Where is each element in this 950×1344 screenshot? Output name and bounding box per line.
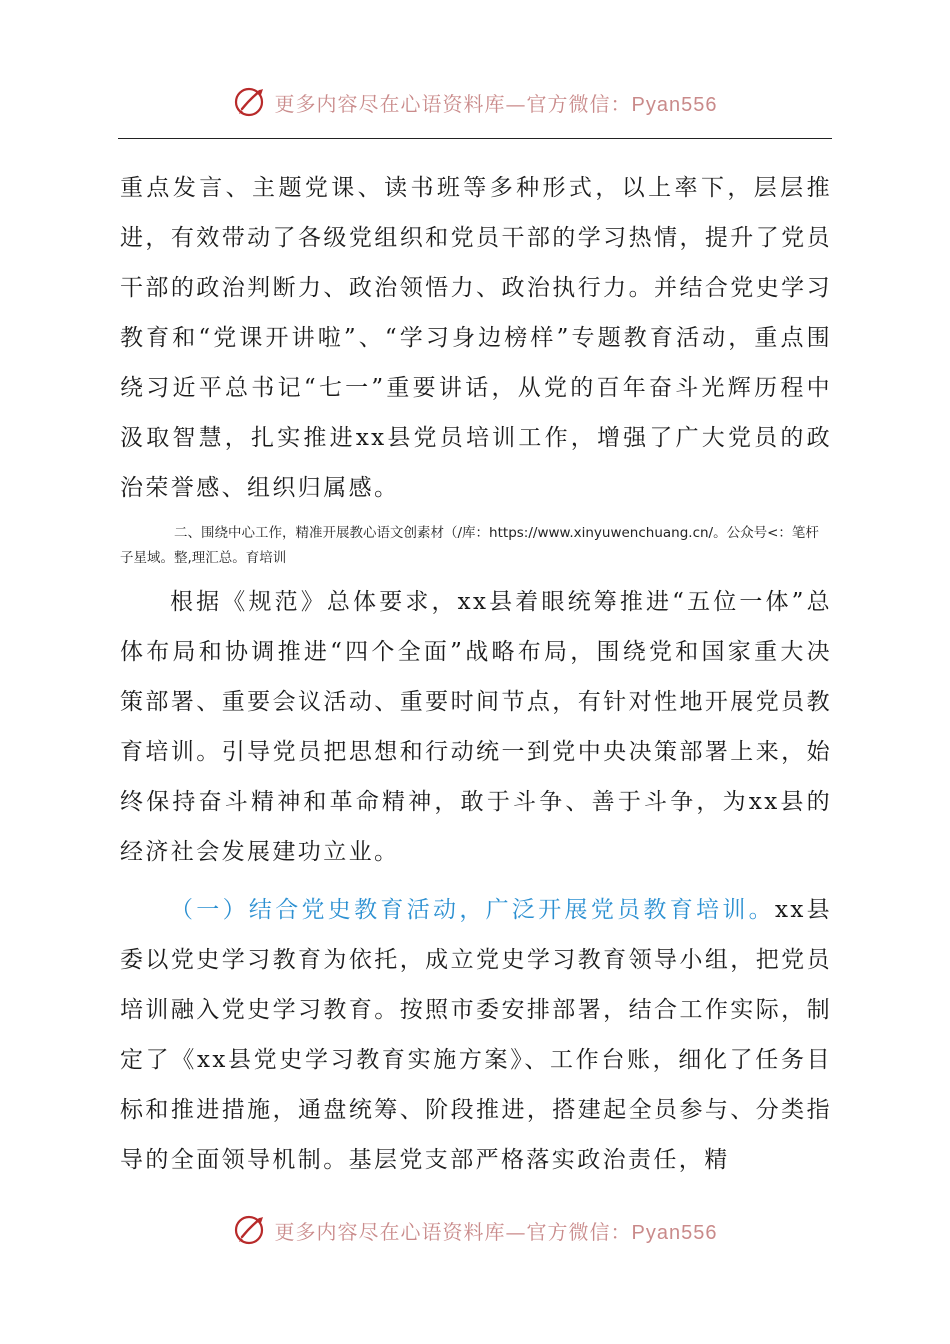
header-banner [0,80,950,124]
subsection-heading: （一）结合党史教育活动，广泛开展党员教育培训。 [170,897,775,923]
header-banner-handle: Pyan556 [631,93,718,116]
pen-logo-icon [233,1213,267,1247]
footer-banner-text: 更多内容尽在心语资料库—官方微信：Pyan556 [274,1219,718,1244]
pen-logo-icon [233,85,267,119]
paragraph-1: 重点发言、主题党课、读书班等多种形式，以上率下，层层推进，有效带动了各级党组织和党员干部的学习热情，提升了党员干部的政治判断力、政治领悟力、政治执行力。并结合党史学习教育和“党课开讲啦”、“学习身边榜样”专题教育活动，重点围绕习近平总书记“七一”重要讲话，从党的百年奋斗光辉历程中汲取智慧，扎实推进xx县党员培训工作，增强了广大党员的政治荣誉感、组织归属感。 [120,175,832,501]
paragraph-3-text: xx县委以党史学习教育为依托，成立党史学习教育领导小组，把党员培训融入党史学习教育。按照市委安排部署，结合工作实际，制定了《xx县党史学习教育实施方案》、工作台账，细化了任务目标和推进措施，通盘统筹、阶段推进，搭建起全员参与、分类指导的全面领导机制。基层党支部严格落实政治责任，精 [120,897,832,1173]
footer-banner-handle: Pyan556 [631,1221,718,1244]
header-divider [118,138,832,139]
paragraph-2: 根据《规范》总体要求，xx县着眼统筹推进“五位一体”总体布局和协调推进“四个全面”战略布局，围绕党和国家重大决策部署、重要会议活动、重要时间节点，有针对性地开展党员教育培训。引导党员把思想和行动统一到党中央决策部署上来，始终保持奋斗精神和革命精神，敢于斗争、善于斗争，为xx县的经济社会发展建功立业。 [120,589,832,865]
paragraph-3 [120,885,832,1185]
footer-banner [0,1208,950,1252]
header-banner-text: 更多内容尽在心语资料库—官方微信：Pyan556 [274,91,718,116]
document-body [120,163,832,1185]
section-note: 二、围绕中心工作，精准开展教心语文创素材（/库：https://www.xinyuwenchuang.cn/。公众号<：笔杆子星域。整,理汇总。育培训 [120,525,819,566]
